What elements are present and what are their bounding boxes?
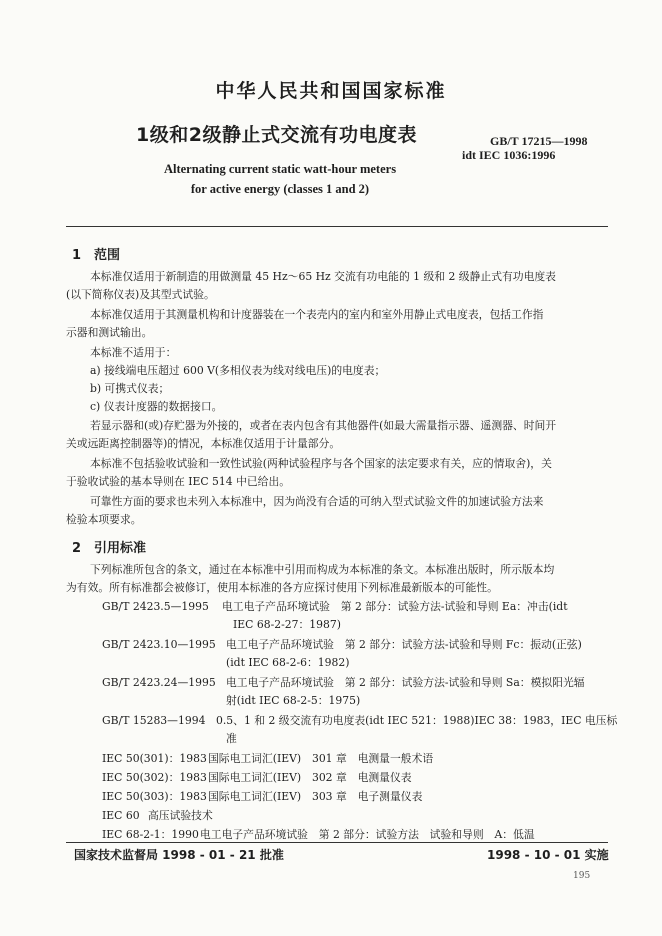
reference-title-cont: 准 (226, 732, 237, 745)
reference-code: GB/T 2423.10—1995 (102, 638, 216, 651)
reference-code: IEC 68-2-1：1990 (102, 828, 199, 841)
reference-code: GB/T 2423.24—1995 (102, 676, 216, 689)
reference-title: 电工电子产品环境试验 第 2 部分：试验方法-试验和导则 Ea：冲击(idt (222, 600, 568, 613)
reference-title: 国际电工词汇(IEV) 302 章 电测量仪表 (208, 771, 412, 784)
section-1-line: c) 仪表计度器的数据接口。 (90, 400, 223, 413)
section-1-line: 检验本项要求。 (66, 513, 142, 526)
reference-title: 电工电子产品环境试验 第 2 部分：试验方法-试验和导则 Sa：模拟阳光辐 (226, 676, 585, 689)
approval-date: 国家技术监督局 1998 - 01 - 21 批准 (74, 848, 284, 862)
document-title-cn: 1级和2级静止式交流有功电度表 (136, 124, 417, 146)
reference-title: 电工电子产品环境试验 第 2 部分：试验方法 试验和导则 A：低温 (200, 828, 535, 841)
reference-title-cont: 射(idt IEC 68-2-5：1975) (226, 694, 361, 707)
reference-code: GB/T 2423.5—1995 (102, 600, 209, 613)
reference-code: IEC 50(302)：1983 (102, 771, 207, 784)
reference-code: IEC 50(301)：1983 (102, 752, 207, 765)
reference-title-cont: IEC 68-2-27：1987) (233, 618, 341, 631)
section-2-intro-line: 下列标准所包含的条文，通过在本标准中引用而构成为本标准的条文。本标准出版时，所示版本均 (90, 563, 555, 576)
section-1-line: 关或远距离控制器等)的情况，本标准仅适用于计量部分。 (66, 437, 341, 450)
section-1-line: (以下简称仪表)及其型式试验。 (66, 288, 215, 301)
document-title-en-line1: Alternating current static watt-hour meters (163, 162, 397, 176)
section-1-line: 可靠性方面的要求也未列入本标准中，因为尚没有合适的可纳入型式试验文件的加速试验方法来 (90, 495, 544, 508)
section-1-line: 本标准不适用于： (90, 346, 177, 359)
reference-title: 电工电子产品环境试验 第 2 部分：试验方法-试验和导则 Fc：振动(正弦) (226, 638, 582, 651)
reference-code: IEC 60 (102, 809, 140, 822)
reference-code: IEC 50(303)：1983 (102, 790, 207, 803)
section-1-heading: 1 范围 (72, 248, 121, 263)
section-1-line: 若显示器和(或)存贮器为外接的，或者在表内包含有其他器件(如最大需量指示器、遥测器、时间开 (90, 419, 557, 432)
section-1-line: 示器和测试输出。 (66, 326, 153, 339)
section-2-intro-line: 为有效。所有标准都会被修订，使用本标准的各方应探讨使用下列标准最新版本的可能性。 (66, 581, 498, 594)
implementation-date: 1998 - 10 - 01 实施 (487, 848, 609, 862)
reference-title: 0.5、1 和 2 级交流有功电度表(idt IEC 521：1988)IEC 38：1983，IEC 电压标 (216, 714, 618, 727)
section-1-line: 本标准不包括验收试验和一致性试验(两种试验程序与各个国家的法定要求有关，应的情取舍)，关 (90, 457, 552, 470)
section-1-line: a) 接线端电压超过 600 V(多相仪表为线对线电压)的电度表； (90, 364, 386, 377)
section-1-line: 本标准仅适用于新制造的用做测量 45 Hz～65 Hz 交流有功电能的 1 级和 2 级静止式有功电度表 (90, 270, 556, 283)
reference-title-cont: (idt IEC 68-2-6：1982) (226, 656, 350, 669)
footer-divider (66, 842, 608, 843)
document-title-en-line2: for active energy (classes 1 and 2) (190, 182, 370, 196)
section-1-line: 于验收试验的基本导则在 IEC 514 中已给出。 (66, 475, 291, 488)
reference-code: GB/T 15283—1994 (102, 714, 206, 727)
standard-idt: idt IEC 1036:1996 (462, 148, 556, 162)
reference-title: 国际电工词汇(IEV) 301 章 电测量一般术语 (208, 752, 434, 765)
section-1-line: b) 可携式仪表； (90, 382, 170, 395)
section-1-line: 本标准仅适用于其测量机构和计度器装在一个表壳内的室内和室外用静止式电度表，包括工作指 (90, 308, 544, 321)
header-divider (66, 226, 608, 227)
section-2-heading: 2 引用标准 (72, 541, 147, 556)
standard-code: GB/T 17215—1998 (490, 134, 588, 148)
reference-title: 高压试验技术 (148, 809, 213, 822)
issuing-organization: 中华人民共和国国家标准 (215, 80, 447, 102)
page-number: 195 (573, 871, 591, 881)
reference-title: 国际电工词汇(IEV) 303 章 电子测量仪表 (208, 790, 423, 803)
